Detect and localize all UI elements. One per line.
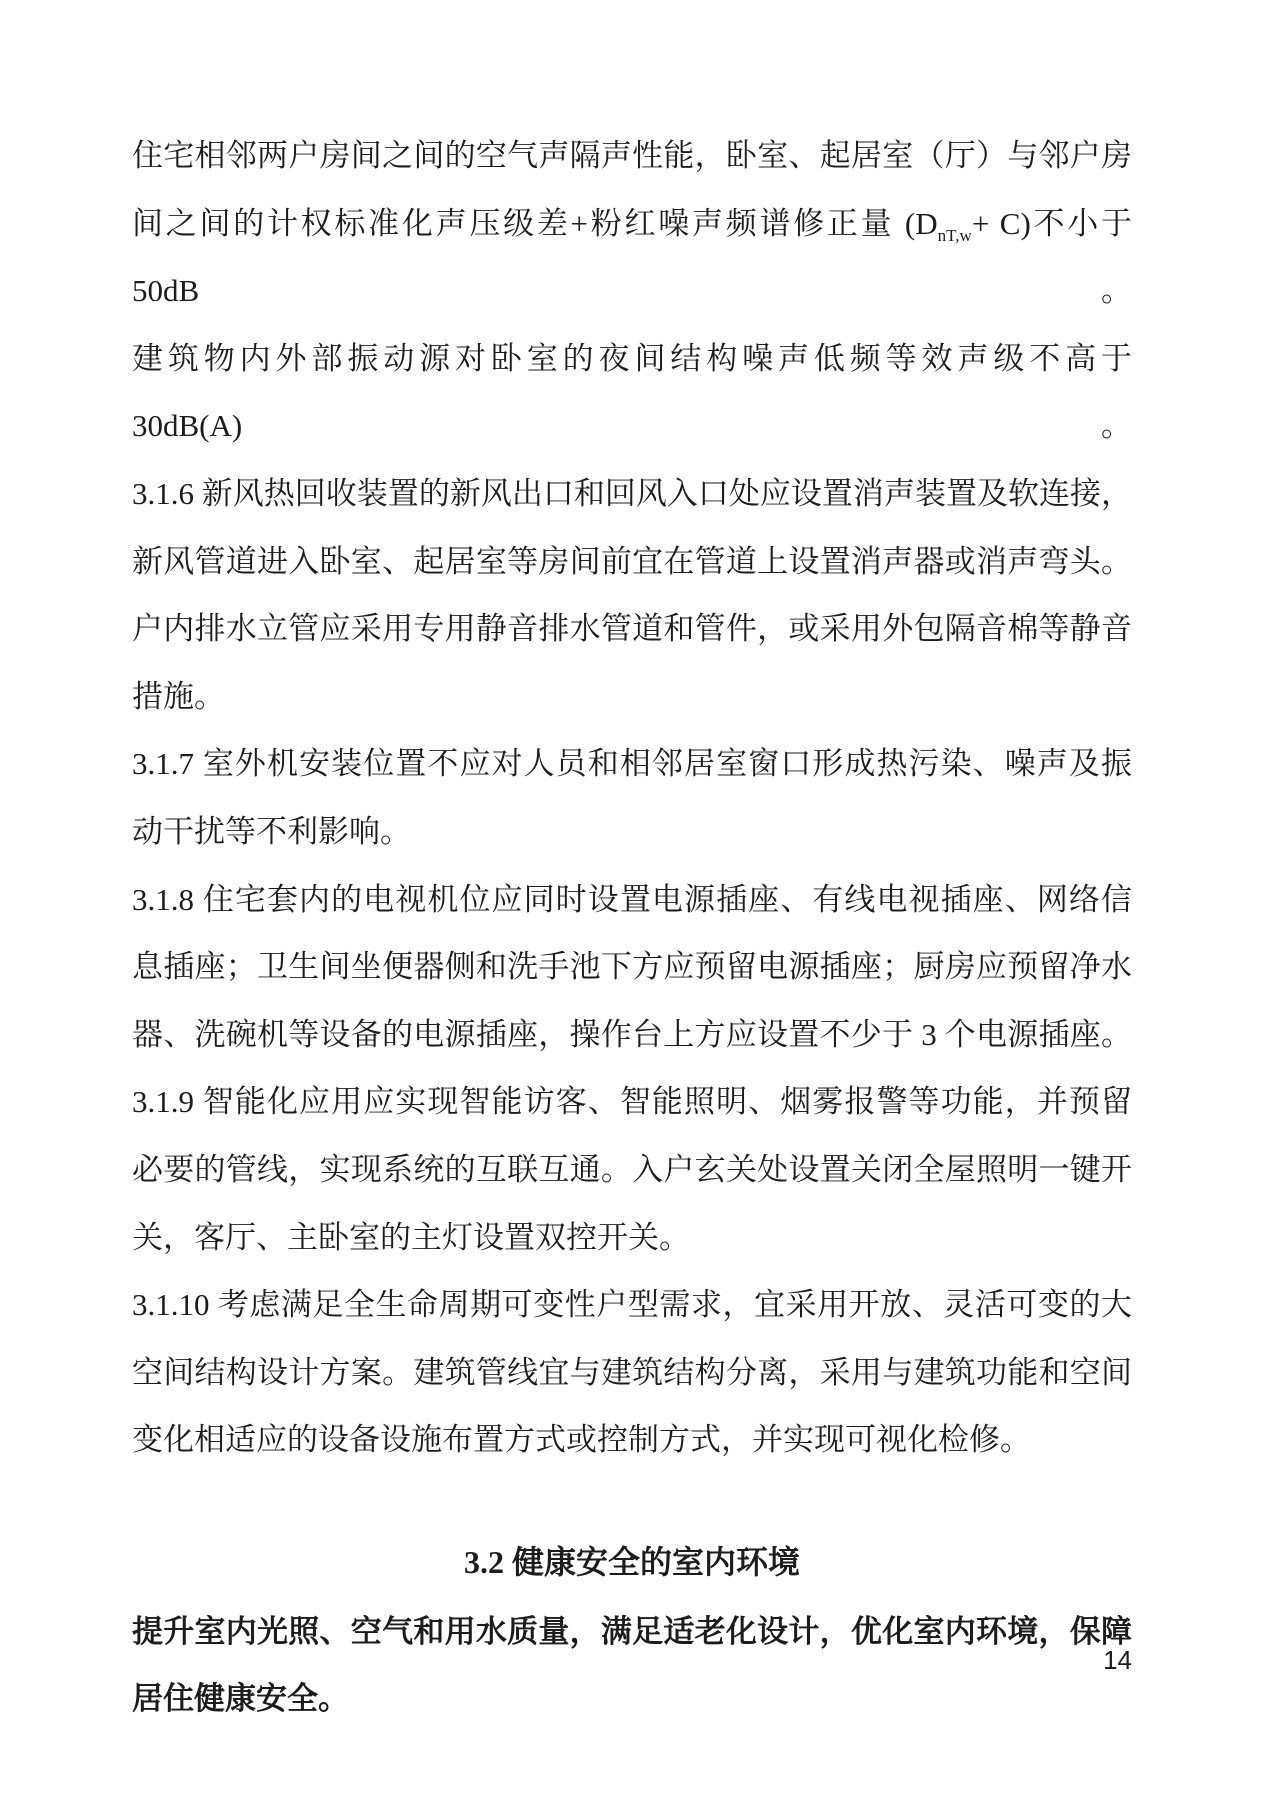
page-number: 14 — [1103, 1645, 1132, 1675]
body-line-clause-3-1-8: 3.1.8 住宅套内的电视机位应同时设置电源插座、有线电视插座、网络信 — [132, 881, 1132, 917]
formula-suffix: + C)不小于50dB。 — [132, 205, 1132, 309]
body-line: 住宅相邻两户房间之间的空气声隔声性能，卧室、起居室（厅）与邻户房 — [132, 138, 1132, 173]
formula-subscript: nT,w — [937, 225, 972, 245]
body-line: 息插座；卫生间坐便器侧和洗手池下方应预留电源插座；厨房应预留净水 — [132, 949, 1132, 985]
body-line: 新风管道进入卧室、起居室等房间前宜在管道上设置消声器或消声弯头。 — [132, 543, 1132, 579]
body-line: 措施。 — [132, 678, 225, 714]
section-heading: 3.2 健康安全的室内环境 — [463, 1543, 800, 1580]
body-line: 建筑物内外部振动源对卧室的夜间结构噪声低频等效声级不高于 30dB(A)。 — [132, 340, 1140, 444]
body-line: 户内排水立管应采用专用静音排水管道和管件，或采用外包隔音棉等静音 — [132, 611, 1132, 647]
body-line: 动干扰等不利影响。 — [132, 813, 411, 849]
body-line: 必要的管线，实现系统的互联互通。入户玄关处设置关闭全屋照明一键开 — [132, 1151, 1132, 1187]
body-line: 变化相适应的设备设施布置方式或控制方式，并实现可视化检修。 — [132, 1422, 1031, 1458]
body-line-formula — [132, 190, 1132, 325]
lead-line: 提升室内光照、空气和用水质量，满足适老化设计，优化室内环境，保障 — [132, 1613, 1132, 1649]
lead-line: 居住健康安全。 — [132, 1681, 349, 1717]
body-line: 空间结构设计方案。建筑管线宜与建筑结构分离，采用与建筑功能和空间 — [132, 1354, 1132, 1390]
body-line-clause-3-1-6: 3.1.6 新风热回收装置的新风出口和回风入口处应设置消声装置及软连接， — [132, 475, 1132, 511]
body-line: 关，客厅、主卧室的主灯设置双控开关。 — [132, 1219, 690, 1255]
document-body — [132, 122, 1140, 1733]
formula-prefix: 间之间的计权标准化声压级差+粉红噪声频谱修正量 (D — [132, 205, 938, 241]
body-line-clause-3-1-10: 3.1.10 考虑满足全生命周期可变性户型需求，宜采用开放、灵活可变的大 — [132, 1287, 1132, 1323]
body-line-clause-3-1-7: 3.1.7 室外机安装位置不应对人员和相邻居室窗口形成热污染、噪声及振 — [132, 746, 1132, 782]
body-line-clause-3-1-9: 3.1.9 智能化应用应实现智能访客、智能照明、烟雾报警等功能，并预留 — [132, 1084, 1132, 1120]
body-line: 器、洗碗机等设备的电源插座，操作台上方应设置不少于 3 个电源插座。 — [132, 1016, 1132, 1052]
